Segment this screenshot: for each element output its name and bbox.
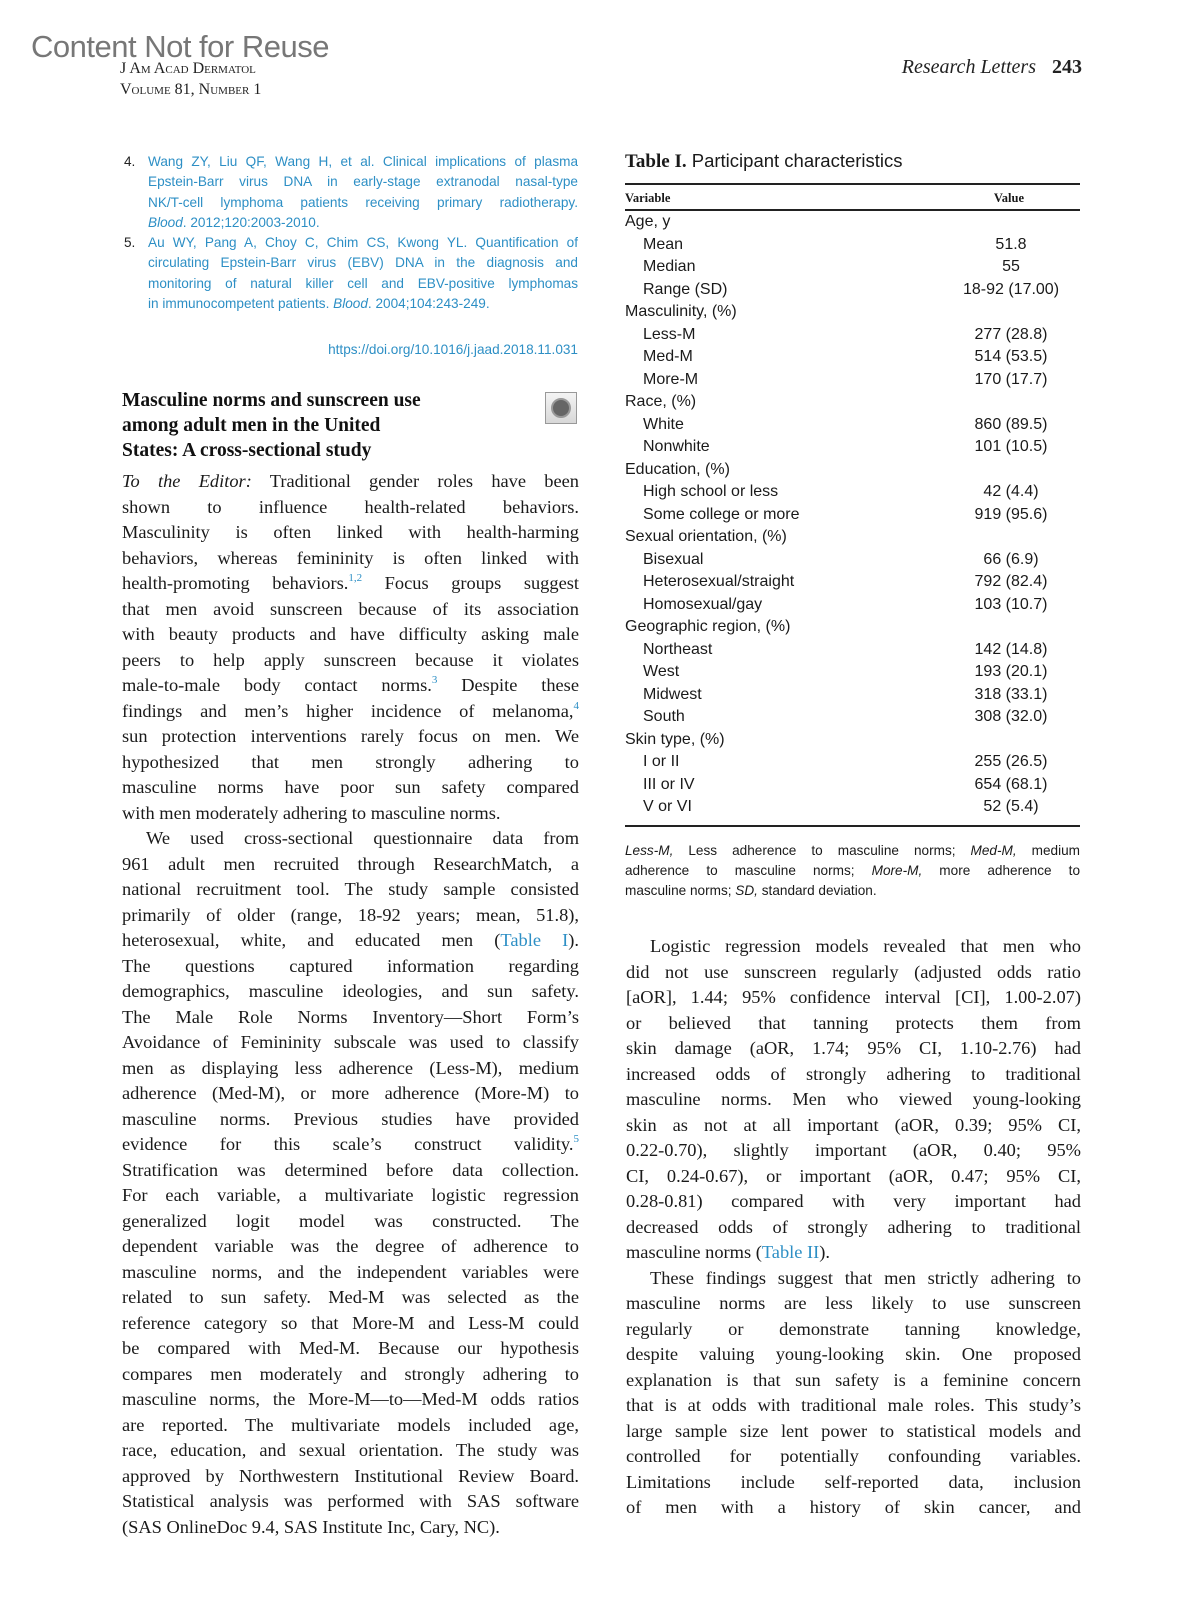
text-line: Limitations include self-reported data, inclusion: [626, 1471, 1081, 1492]
text-line: 961 adult men recruited through ResearchMatch, a: [122, 853, 579, 874]
row-label: Midwest: [643, 685, 702, 703]
text-line: increased odds of strongly adhering to traditional: [626, 1063, 1081, 1084]
row-value: 792 (82.4): [974, 573, 1048, 590]
italic-text: Less-M,: [625, 842, 674, 858]
text-line: masculine norms (Table II).: [626, 1242, 831, 1262]
italic-text: More-M,: [871, 862, 923, 878]
journal-name: J Am Acad Dermatol: [120, 60, 256, 77]
row-label: Age, y: [625, 213, 671, 230]
row-value: 170 (17.7): [974, 370, 1048, 388]
row-value: [936, 616, 1086, 639]
text-line: sun protection interventions rarely focus on men. We: [122, 726, 579, 746]
row-value: 514 (53.5): [974, 348, 1048, 365]
table-row: [625, 526, 1080, 549]
column-header-variable: Variable: [625, 191, 671, 205]
text-line: controlled for potentially confounding variables.: [626, 1446, 1081, 1466]
citation-superscript[interactable]: 4: [573, 699, 579, 712]
row-value: [936, 729, 1086, 752]
table-row: [625, 211, 1080, 234]
section-name: Research Letters: [901, 56, 1036, 78]
text-line: compares men moderately and strongly adhering to: [122, 1363, 579, 1384]
row-value: 142 (14.8): [974, 640, 1048, 658]
doi-link[interactable]: https://doi.org/10.1016/j.jaad.2018.11.031: [328, 342, 578, 357]
citation-superscript[interactable]: 1,2: [348, 572, 363, 584]
table-caption-text: Participant characteristics: [691, 150, 903, 171]
text-line: Stratification was determined before data collection.: [122, 1159, 579, 1180]
text-line: skin damage (aOR, 1.74; 95% CI, 1.10-2.76) had: [626, 1038, 1081, 1058]
text-line: masculine norms. Previous studies have provided: [122, 1108, 579, 1129]
reference-line: Epstein-Barr virus DNA in early-stage extranodal nasal-type: [148, 174, 578, 190]
row-value: 308 (32.0): [974, 708, 1048, 725]
table-row: [625, 369, 1080, 392]
row-value: [936, 211, 1086, 234]
row-label: Masculinity, (%): [625, 303, 737, 320]
row-value: 318 (33.1): [974, 685, 1048, 703]
row-label: Heterosexual/straight: [643, 573, 795, 590]
row-label: Median: [643, 258, 696, 275]
row-label: High school or less: [643, 483, 779, 500]
row-label: More-M: [643, 370, 699, 388]
table-row: [625, 481, 1080, 504]
row-value: 919 (95.6): [974, 505, 1048, 523]
footnote-line: Less-M, Less adherence to masculine norms; Med-M, medium: [625, 842, 1080, 858]
running-header-section: [902, 56, 1082, 79]
row-label: Education, (%): [625, 460, 730, 478]
text-line: We used cross-sectional questionnaire data from: [146, 828, 579, 848]
table-row: [625, 796, 1080, 819]
text-line: despite valuing young-looking skin. One proposed: [626, 1344, 1081, 1364]
text-line: that is at odds with traditional male roles. This study’s: [626, 1395, 1081, 1415]
text-line: large sample size lent power to statistical models and: [626, 1420, 1081, 1441]
text-line: demographics, masculine ideologies, and sun safety.: [122, 981, 579, 1001]
text-line: of men with a history of skin cancer, and: [626, 1497, 1081, 1517]
text-line: skin as not at all important (aOR, 0.39; 95% CI,: [626, 1114, 1081, 1135]
table-row: [625, 661, 1080, 684]
row-label: Geographic region, (%): [625, 618, 791, 635]
text-line: CI, 0.24-0.67), or important (aOR, 0.47; 95% CI,: [626, 1165, 1081, 1186]
row-value: 193 (20.1): [974, 663, 1048, 680]
title-line: States: A cross-sectional study: [122, 440, 372, 461]
text-line: adherence (Med-M), or more adherence (More-M) to: [122, 1083, 579, 1103]
table-bottom-rule: [625, 825, 1080, 827]
table-row: [625, 391, 1080, 414]
row-value: 42 (4.4): [983, 483, 1039, 500]
table-row: [625, 324, 1080, 347]
citation-superscript[interactable]: 5: [573, 1133, 579, 1145]
text-line: masculine norms have poor sun safety compared: [122, 777, 579, 797]
row-value: 103 (10.7): [974, 595, 1048, 613]
reference-line: in immunocompetent patients. Blood. 2004;104:243-249.: [148, 296, 490, 312]
body-right-column: [626, 934, 1081, 1521]
table-row: [625, 301, 1080, 324]
text-line: men as displaying less adherence (Less-M), medium: [122, 1057, 579, 1078]
text-line: Masculinity is often linked with health-harming: [122, 522, 579, 542]
text-line: masculine norms, the More-M—to—Med-M odds ratios: [122, 1389, 579, 1409]
text-line: hypothesized that men strongly adhering to: [122, 751, 579, 772]
text-line: peers to help apply sunscreen because it violates: [122, 649, 579, 670]
reference-line: circulating Epstein-Barr virus (EBV) DNA in the diagnosis and: [148, 255, 578, 271]
text-line: generalized logit model was constructed. The: [122, 1210, 579, 1231]
text-line: related to sun safety. Med-M was selected as the: [122, 1287, 579, 1307]
row-value: 51.8: [995, 235, 1027, 253]
row-value: 860 (89.5): [974, 415, 1048, 433]
row-value: 255 (26.5): [974, 753, 1048, 770]
text-line: decreased odds of strongly adhering to traditional: [626, 1216, 1081, 1237]
table-row: [625, 706, 1080, 729]
article-title: [122, 388, 421, 463]
reference-text[interactable]: [148, 152, 578, 233]
text-line: 0.22-0.70), slightly important (aOR, 0.40; 95%: [626, 1140, 1081, 1160]
table-row: [625, 256, 1080, 279]
text-line: (SAS OnlineDoc 9.4, SAS Institute Inc, Cary, NC).: [122, 1516, 500, 1537]
text-line: approved by Northwestern Institutional Review Board.: [122, 1465, 579, 1486]
text-line: To the Editor: Traditional gender roles have been: [122, 471, 579, 491]
row-label: Med-M: [643, 348, 693, 365]
row-label: Less-M: [643, 325, 696, 343]
text-line: Logistic regression models revealed that men who: [650, 936, 1081, 956]
row-value: 18-92 (17.00): [962, 280, 1060, 298]
text-line: primarily of older (range, 18-92 years; mean, 51.8),: [122, 904, 579, 925]
table-row: [625, 594, 1080, 617]
row-label: Homosexual/gay: [643, 595, 763, 613]
text-line: be compared with Med-M. Because our hypothesis: [122, 1338, 579, 1358]
row-label: Race, (%): [625, 393, 697, 410]
reference-item[interactable]: [124, 152, 578, 233]
row-value: 55: [1002, 258, 1020, 275]
row-value: [936, 459, 1086, 482]
table-row: [625, 279, 1080, 302]
row-label: Nonwhite: [643, 438, 710, 455]
row-label: Skin type, (%): [625, 730, 725, 748]
text-line: did not use sunscreen regularly (adjusted odds ratio: [626, 961, 1081, 982]
reference-line: Blood. 2012;120:2003-2010.: [148, 214, 320, 230]
footnote-line: masculine norms; SD, standard deviation.: [625, 883, 877, 899]
title-line: among adult men in the United: [122, 415, 381, 436]
row-label: Sexual orientation, (%): [625, 528, 787, 545]
row-label: Range (SD): [643, 280, 728, 298]
body-left-column: [122, 469, 579, 1540]
text-line: shown to influence health-related behaviors.: [122, 496, 579, 517]
table-row: [625, 414, 1080, 437]
row-label: White: [643, 415, 684, 433]
text-line: heterosexual, white, and educated men (Table I).: [122, 930, 579, 950]
text-line: masculine norms are less likely to use sunscreen: [626, 1293, 1081, 1313]
title-line: Masculine norms and sunscreen use: [122, 390, 421, 411]
text-line: masculine norms. Men who viewed young-looking: [626, 1089, 1081, 1109]
table-row: [625, 729, 1080, 752]
text-line: with beauty products and have difficulty asking male: [122, 624, 579, 644]
text-line: male-to-male body contact norms.$^3$ Despite these: [122, 674, 579, 695]
text-line: Avoidance of Femininity subscale was used to classify: [122, 1032, 579, 1052]
row-value: 101 (10.5): [974, 438, 1048, 455]
table-link[interactable]: Table II: [761, 1242, 820, 1262]
table-body: [625, 211, 1080, 819]
reference-number: 4.: [124, 154, 136, 169]
reference-list: [124, 152, 578, 314]
row-value: [936, 526, 1086, 549]
text-line: race, education, and sexual orientation. The study was: [122, 1440, 579, 1460]
table-row: [625, 616, 1080, 639]
text-line: that men avoid sunscreen because of its association: [122, 598, 579, 619]
row-value: [936, 301, 1086, 324]
table-row: [625, 459, 1080, 482]
text-line: health-promoting behaviors.$^{1,2}$ Focus groups suggest: [122, 572, 579, 593]
table-row: [625, 571, 1080, 594]
reference-line: Au WY, Pang A, Choy C, Chim CS, Kwong YL. Quantification of: [148, 235, 578, 251]
text-line: For each variable, a multivariate logistic regression: [122, 1185, 579, 1205]
table-link[interactable]: Table I: [500, 930, 569, 950]
table-label: Table I.: [625, 151, 687, 172]
italic-text: SD,: [735, 883, 758, 899]
crossmark-icon[interactable]: [545, 392, 577, 424]
italic-text: Blood: [333, 296, 368, 312]
row-value: 66 (6.9): [983, 550, 1039, 568]
table-row: [625, 436, 1080, 459]
running-header-journal: [120, 58, 261, 100]
reference-item[interactable]: [124, 233, 578, 314]
table-top-rule: [625, 183, 1080, 185]
reference-line: monitoring of natural killer cell and EBV-positive lymphomas: [148, 275, 578, 291]
row-value: [936, 391, 1086, 414]
page-number: 243: [1052, 56, 1082, 78]
table-caption: [625, 150, 1080, 173]
row-label: III or IV: [643, 775, 695, 793]
table-row: [625, 751, 1080, 774]
italic-text: Blood: [148, 214, 183, 230]
text-line: reference category so that More-M and Less-M could: [122, 1312, 579, 1333]
text-line: Statistical analysis was performed with SAS software: [122, 1491, 579, 1511]
text-line: masculine norms, and the independent variables were: [122, 1261, 579, 1282]
table-header-row: [625, 187, 1080, 211]
table-row: [625, 549, 1080, 572]
table-row: [625, 504, 1080, 527]
italic-text: Med-M,: [970, 842, 1017, 858]
text-line: evidence for this scale’s construct validity.$^5$: [122, 1133, 579, 1154]
row-value: 277 (28.8): [974, 325, 1048, 343]
text-line: The questions captured information regarding: [122, 955, 579, 976]
citation-superscript[interactable]: 3: [431, 674, 438, 686]
table-row: [625, 639, 1080, 662]
row-label: V or VI: [643, 798, 692, 815]
row-value: 52 (5.4): [983, 798, 1039, 815]
table-row: [625, 234, 1080, 257]
text-line: behaviors, whereas femininity is often linked with: [122, 547, 579, 568]
reference-line: NK/T-cell lymphoma patients receiving primary radiotherapy.: [148, 194, 578, 210]
text-line: with men moderately adhering to masculine norms.: [122, 802, 501, 823]
row-label: West: [643, 663, 680, 680]
watermark: Content Not for Reuse: [31, 29, 329, 64]
row-label: Some college or more: [643, 505, 800, 523]
text-line: The Male Role Norms Inventory—Short Form’s: [122, 1006, 579, 1027]
text-line: are reported. The multivariate models included age,: [122, 1414, 579, 1435]
text-line: national recruitment tool. The study sample consisted: [122, 879, 579, 899]
text-line: 0.28-0.81) compared with very important had: [626, 1191, 1081, 1211]
text-line: findings and men’s higher incidence of melanoma,$^4$: [122, 699, 579, 721]
footnote-line: adherence to masculine norms; More-M, more adherence to: [625, 862, 1080, 878]
reference-text[interactable]: [148, 233, 578, 314]
table-row: [625, 684, 1080, 707]
row-value: 654 (68.1): [974, 775, 1048, 793]
row-label: I or II: [643, 753, 680, 770]
row-label: Northeast: [643, 640, 713, 658]
table-row: [625, 346, 1080, 369]
table-row: [625, 774, 1080, 797]
text-line: regularly or demonstrate tanning knowledge,: [626, 1318, 1081, 1339]
reference-line: Wang ZY, Liu QF, Wang H, et al. Clinical implications of plasma: [148, 154, 578, 169]
column-header-value: Value: [993, 191, 1024, 205]
text-line: [aOR], 1.44; 95% confidence interval [CI], 1.00-2.07): [626, 987, 1081, 1007]
row-label: Bisexual: [643, 550, 704, 568]
text-line: or believed that tanning protects them from: [626, 1012, 1081, 1033]
table-participant-characteristics: [625, 150, 1080, 901]
journal-volume: Volume 81, Number 1: [120, 81, 262, 98]
row-label: South: [643, 708, 685, 725]
table-footnote: [625, 841, 1080, 902]
italic-text: To the Editor:: [122, 471, 252, 491]
row-label: Mean: [643, 235, 684, 253]
reference-number: 5.: [124, 235, 136, 251]
text-line: dependent variable was the degree of adherence to: [122, 1236, 579, 1256]
text-line: explanation is that sun safety is a feminine concern: [626, 1369, 1081, 1390]
text-line: These findings suggest that men strictly adhering to: [650, 1267, 1081, 1288]
